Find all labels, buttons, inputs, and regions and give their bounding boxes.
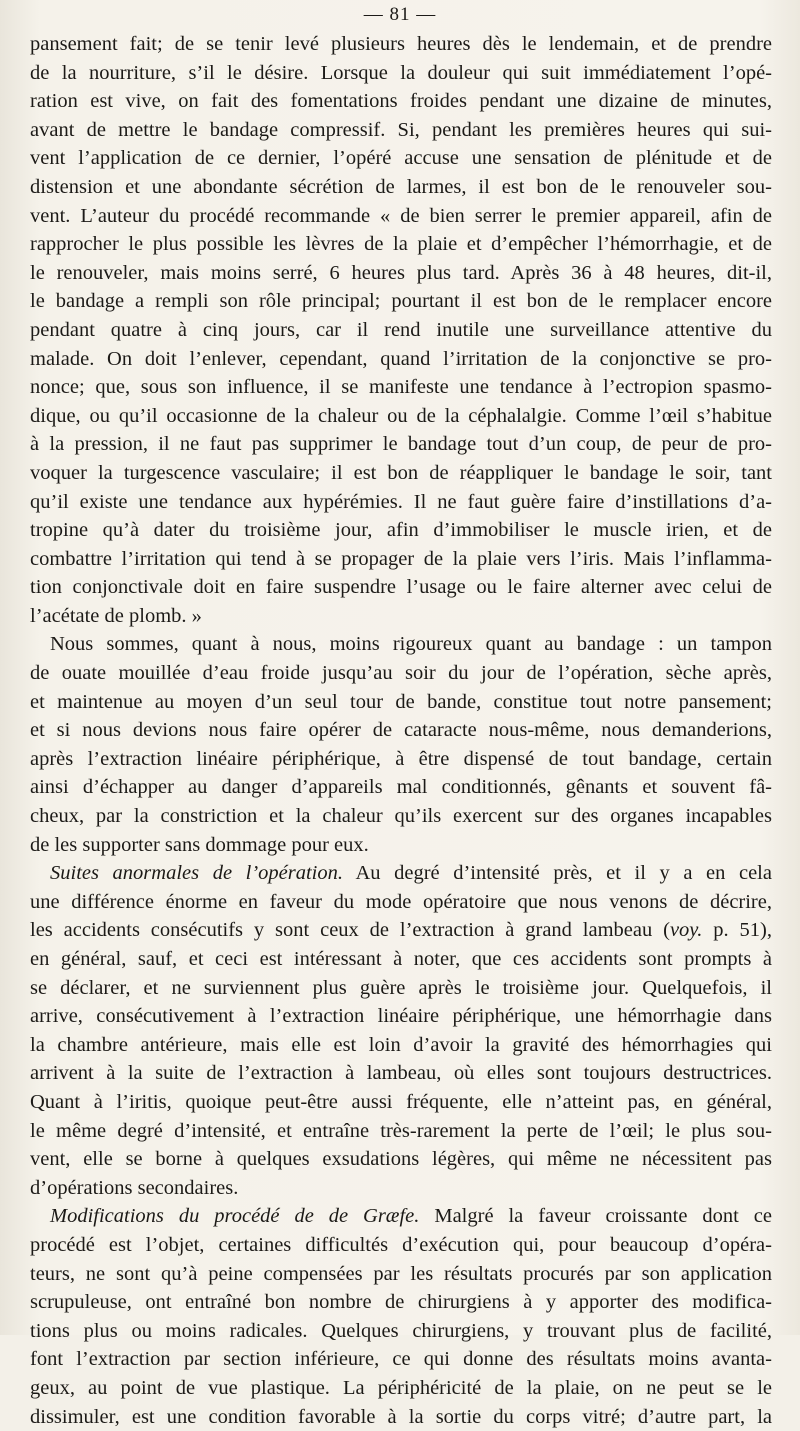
text-line: tions plus ou moins radicales. Quelques chirurgiens, y trouvant plus de facilité, (30, 1317, 772, 1346)
text-line: arrivent à la suite de l’extraction à lambeau, où elles sont toujours destructrices. (30, 1059, 772, 1088)
text-line: pendant quatre à cinq jours, car il rend inutile une surveillance attentive du (30, 316, 772, 345)
text-line: distension et une abondante sécrétion de larmes, il est bon de le renouveler sou- (30, 173, 772, 202)
text-line: pansement fait; de se tenir levé plusieurs heures dès le lendemain, et de prendre (30, 30, 772, 59)
text-line: Quant à l’iritis, quoique peut-être aussi fréquente, elle n’atteint pas, en général, (30, 1088, 772, 1117)
text-fragment: p. 51), (702, 919, 772, 941)
cross-reference: voy. (670, 919, 702, 941)
text-line: procédé est l’objet, certaines difficultés d’exécution qui, pour beaucoup d’opéra- (30, 1231, 772, 1260)
text-line: et maintenue au moyen d’un seul tour de bande, constitue tout notre pansement; (30, 688, 772, 717)
text-line: avant de mettre le bandage compressif. Si, pendant les premières heures qui sui- (30, 116, 772, 145)
text-line: cheux, par la constriction et la chaleur qu’ils exercent sur des organes incapables (30, 802, 772, 831)
text-line: scrupuleuse, ont entraîné bon nombre de chirurgiens à y apporter des modifica- (30, 1288, 772, 1317)
text-line: malade. On doit l’enlever, cependant, quand l’irritation de la conjonctive se pro- (30, 345, 772, 374)
text-line: font l’extraction par section inférieure, ce qui donne des résultats moins avanta- (30, 1345, 772, 1374)
text-line (30, 1202, 772, 1231)
text-line: à la pression, il ne faut pas supprimer le bandage tout d’un coup, de peur de pro- (30, 430, 772, 459)
text-line: voquer la turgescence vasculaire; il est bon de réappliquer le bandage le soir, tant (30, 459, 772, 488)
text-line: l’acétate de plomb. » (30, 602, 772, 631)
text-line (30, 916, 772, 945)
text-line: nonce; que, sous son influence, il se manifeste une tendance à l’ectropion spasmo- (30, 373, 772, 402)
text-fragment: Malgré la faveur croissante dont ce (434, 1205, 772, 1227)
text-line (30, 859, 772, 888)
text-line: de ouate mouillée d’eau froide jusqu’au soir du jour de l’opération, sèche après, (30, 659, 772, 688)
text-line: une différence énorme en faveur du mode opératoire que nous venons de décrire, (30, 888, 772, 917)
text-line: tropine qu’à dater du troisième jour, afin d’immobiliser le muscle irien, et de (30, 516, 772, 545)
text-line: le bandage a rempli son rôle principal; pourtant il est bon de le remplacer encore (30, 287, 772, 316)
text-line: vent l’application de ce dernier, l’opéré accuse une sensation de plénitude et de (30, 144, 772, 173)
text-line: après l’extraction linéaire périphérique, à être dispensé de tout bandage, certain (30, 745, 772, 774)
text-line: le même degré d’intensité, et entraîne très-rarement la perte de l’œil; le plus sou- (30, 1117, 772, 1146)
text-line: d’opérations secondaires. (30, 1174, 772, 1203)
text-line: geux, au point de vue plastique. La périphéricité de la plaie, on ne peut se le (30, 1374, 772, 1403)
text-line: Nous sommes, quant à nous, moins rigoureux quant au bandage : un tampon (30, 630, 772, 659)
text-fragment: Au degré d’intensité près, et il y a en cela (355, 862, 772, 884)
text-line: se déclarer, et ne surviennent plus guère après le troisième jour. Quelquefois, il (30, 974, 772, 1003)
text-line: de la nourriture, s’il le désire. Lorsque la douleur qui suit immédiatement l’opé- (30, 59, 772, 88)
text-line: ration est vive, on fait des fomentations froides pendant une dizaine de minutes, (30, 87, 772, 116)
text-line: dique, ou qu’il occasionne de la chaleur ou de la céphalalgie. Comme l’œil s’habitue (30, 402, 772, 431)
text-line: rapprocher le plus possible les lèvres de la plaie et d’empêcher l’hémorrhagie, et de (30, 230, 772, 259)
text-fragment: les accidents consécutifs y sont ceux de l’extraction à grand lambeau ( (30, 919, 670, 941)
text-line: la chambre antérieure, mais elle est loin d’avoir la gravité des hémorrhagies qui (30, 1031, 772, 1060)
text-line: vent. L’auteur du procédé recommande « de bien serrer le premier appareil, afin de (30, 202, 772, 231)
text-line: et si nous devions nous faire opérer de cataracte nous-même, nous demanderions, (30, 716, 772, 745)
text-line: arrive, consécutivement à l’extraction linéaire périphérique, une hémorrhagie dans (30, 1002, 772, 1031)
page-number: — 81 — (0, 4, 800, 26)
text-line: teurs, ne sont qu’à peine compensées par les résultats procurés par son application (30, 1260, 772, 1289)
text-line: tion conjonctivale doit en faire suspendre l’usage ou le faire alterner avec celui de (30, 573, 772, 602)
text-line: dissimuler, est une condition favorable à la sortie du corps vitré; d’autre part, la (30, 1403, 772, 1431)
section-heading-modifications: Modifications du procédé de de Græfe. (50, 1205, 419, 1227)
text-line: combattre l’irritation qui tend à se propager de la plaie vers l’iris. Mais l’inflamma- (30, 545, 772, 574)
text-line: vent, elle se borne à quelques exsudations légères, qui même ne nécessitent pas (30, 1145, 772, 1174)
text-line: le renouveler, mais moins serré, 6 heures plus tard. Après 36 à 48 heures, dit-il, (30, 259, 772, 288)
text-line: de les supporter sans dommage pour eux. (30, 831, 772, 860)
section-heading-suites: Suites anormales de l’opération. (50, 862, 343, 884)
text-line: ainsi d’échapper au danger d’appareils mal conditionnés, gênants et souvent fâ- (30, 773, 772, 802)
text-line: en général, sauf, et ceci est intéressant à noter, que ces accidents sont prompts à (30, 945, 772, 974)
text-line: qu’il existe une tendance aux hypérémies. Il ne faut guère faire d’instillations d’a- (30, 488, 772, 517)
body-text (30, 30, 772, 1431)
